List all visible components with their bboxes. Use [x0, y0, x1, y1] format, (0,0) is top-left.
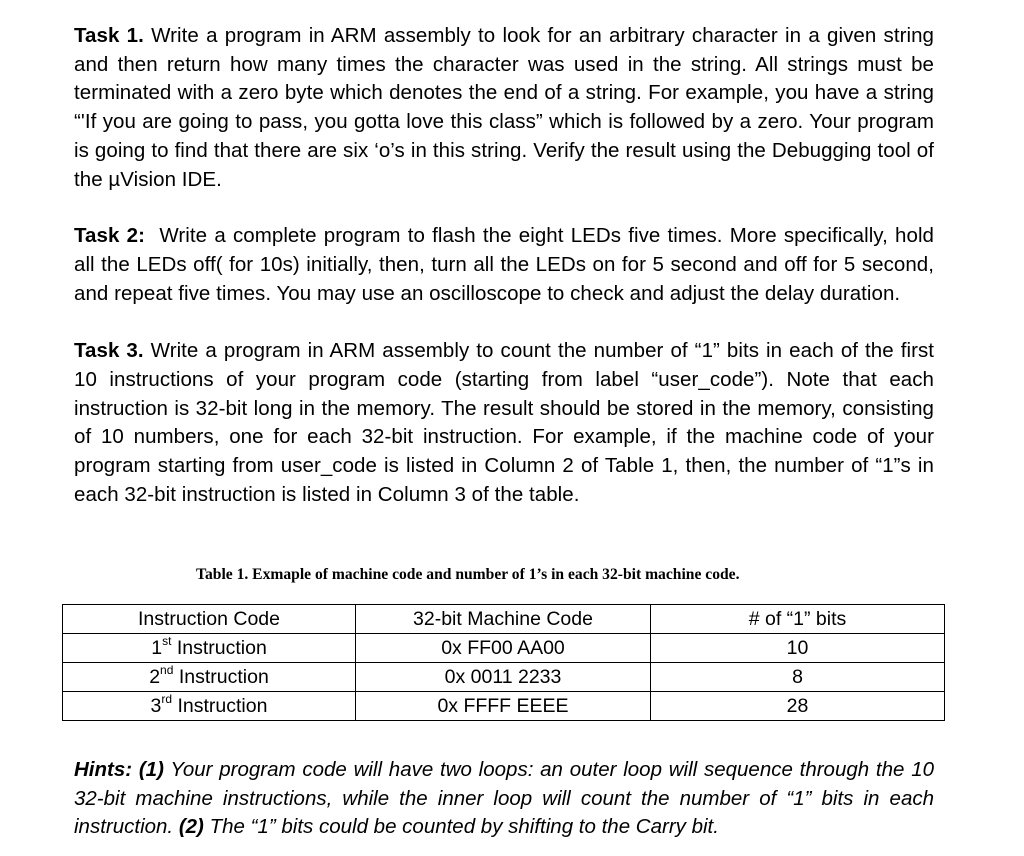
task-3-label: Task 3.	[74, 339, 144, 363]
task-3-paragraph	[74, 337, 934, 509]
hint-2-text: The “1” bits could be counted by shifting to the Carry bit.	[209, 815, 719, 839]
task-1-text: Write a program in ARM assembly to look for an arbitrary character in a given string and then return how many times the character was used in the string. All strings must be terminated with a zero byte which denotes the end of a string. For example, you have a string “'If you are going to pass, you gotta love this class” which is followed by a zero. Your program is going to find that there are six ‘o’s in this string. Verify the result using the Debugging tool of the µVision IDE.	[74, 24, 934, 191]
ordinal-suffix: nd	[160, 662, 174, 677]
task-2-text: Write a complete program to flash the eight LEDs five times. More specifically, hold all the LEDs off( for 10s) initially, then, turn all the LEDs on for 5 second and off for 5 second, and repeat five times. You may use an oscilloscope to check and adjust the delay duration.	[74, 224, 934, 305]
bit-count-cell: 10	[651, 634, 945, 663]
hints-paragraph	[74, 756, 934, 842]
instruction-label: Instruction	[178, 666, 269, 688]
table-row	[63, 634, 945, 663]
instruction-cell	[63, 692, 356, 721]
task-2-label: Task 2:	[74, 224, 145, 248]
task-1-paragraph	[74, 22, 934, 194]
bit-count-cell: 8	[651, 663, 945, 692]
table-caption: Table 1. Exmaple of machine code and number of 1’s in each 32-bit machine code.	[196, 566, 740, 583]
instruction-label: Instruction	[176, 637, 267, 659]
table-row	[63, 663, 945, 692]
hint-2-number: (2)	[178, 815, 204, 839]
header-bit-count: # of “1” bits	[651, 605, 945, 634]
hints-label: Hints:	[74, 758, 133, 781]
ordinal-suffix: rd	[161, 691, 173, 706]
task-2-paragraph	[74, 222, 934, 308]
instruction-number: 1	[151, 637, 163, 659]
header-instruction-code: Instruction Code	[63, 605, 356, 634]
instruction-number: 3	[150, 695, 162, 717]
task-3-text: Write a program in ARM assembly to count the number of “1” bits in each of the first 10 instructions of your program code (starting from label “user_code”). Note that each instruction is 32-bit long in the memory. The result should be stored in the memory, consisting of 10 numbers, one for each 32-bit instruction. For example, if the machine code of your program starting from user_code is listed in Column 2 of Table 1, then, the number of “1”s in each 32-bit instruction is listed in Column 3 of the table.	[74, 339, 934, 506]
hint-1-text: Your program code will have two loops: an outer loop will sequence through the 10 32-bit machine instructions, while the inner loop will count the number of “1” bits in each instruction.	[74, 758, 934, 839]
machine-code-cell: 0x FF00 AA00	[356, 634, 651, 663]
hint-1-number: (1)	[138, 758, 164, 781]
bit-count-cell: 28	[651, 692, 945, 721]
instruction-label: Instruction	[177, 695, 268, 717]
task-1-label: Task 1.	[74, 24, 144, 47]
instruction-number: 2	[149, 666, 161, 688]
ordinal-suffix: st	[162, 633, 172, 648]
document-body	[74, 22, 934, 530]
table-row	[63, 692, 945, 721]
header-machine-code: 32-bit Machine Code	[356, 605, 651, 634]
machine-code-table	[62, 604, 945, 721]
machine-code-cell: 0x 0011 2233	[356, 663, 651, 692]
table-header-row	[63, 605, 945, 634]
instruction-cell	[63, 634, 356, 663]
machine-code-cell: 0x FFFF EEEE	[356, 692, 651, 721]
instruction-cell	[63, 663, 356, 692]
